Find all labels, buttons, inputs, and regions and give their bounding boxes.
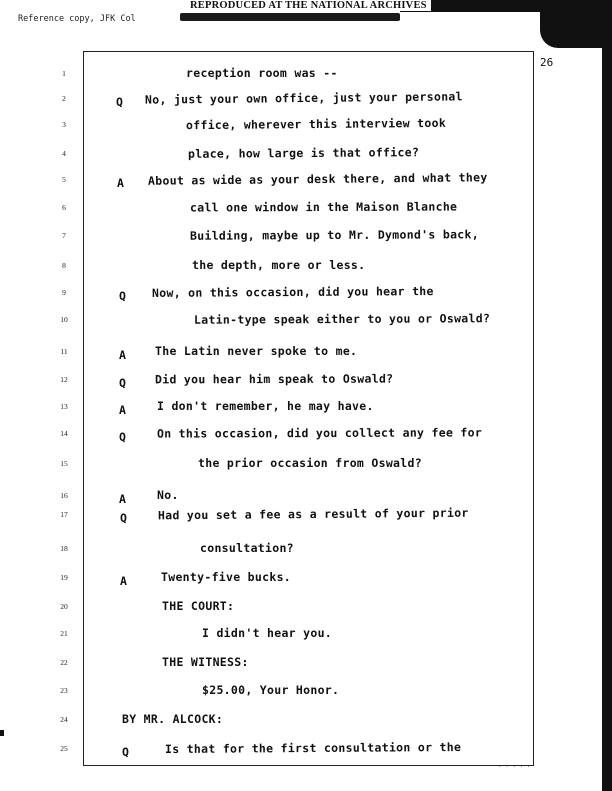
- line-number: 20: [60, 602, 68, 611]
- line-number: 17: [60, 510, 68, 519]
- archive-stamp: REPRODUCED AT THE NATIONAL ARCHIVES: [186, 0, 431, 11]
- line-number: 16: [60, 491, 68, 500]
- transcript-line-text: BY MR. ALCOCK:: [122, 712, 224, 726]
- transcript-line-text: consultation?: [200, 541, 294, 555]
- speaker-label: A: [119, 348, 126, 362]
- speaker-label: Q: [119, 430, 126, 444]
- transcript-line-text: the depth, more or less.: [192, 258, 366, 272]
- line-number: 12: [60, 375, 68, 384]
- transcript-line-text: call one window in the Maison Blanche: [189, 199, 458, 215]
- speaker-label: Q: [120, 511, 127, 525]
- speaker-label: Q: [119, 376, 126, 390]
- speaker-label: Q: [119, 289, 126, 303]
- line-number: 9: [62, 288, 66, 297]
- scan-dark-edge-top: [400, 0, 612, 12]
- transcript-line-text: No.: [157, 488, 179, 502]
- transcript-line-text: I don't remember, he may have.: [157, 399, 374, 413]
- speaker-label: A: [117, 176, 124, 190]
- speaker-label: Q: [122, 745, 129, 759]
- transcript-line-text: place, how large is that office?: [187, 145, 420, 161]
- line-number: 23: [60, 686, 68, 695]
- line-number: 8: [62, 261, 66, 270]
- transcript-line-text: Had you set a fee as a result of your prior: [157, 505, 469, 523]
- transcript-line-text: On this occasion, did you collect any fee for: [156, 425, 483, 441]
- line-number: 13: [60, 402, 68, 411]
- line-number: 7: [62, 231, 66, 240]
- transcript-line-text: reception room was --: [186, 66, 338, 80]
- line-number: 21: [60, 629, 68, 638]
- line-number: 19: [60, 573, 68, 582]
- transcript-line-text: office, wherever this interview took: [185, 115, 447, 133]
- line-number: 6: [62, 203, 66, 212]
- speaker-label: Q: [116, 95, 123, 109]
- line-number: 3: [62, 120, 66, 129]
- page-number: 26: [540, 56, 554, 69]
- transcript-line-text: The Latin never spoke to me.: [155, 344, 358, 358]
- line-number: 25: [60, 744, 68, 753]
- scan-speck: [0, 730, 4, 736]
- line-number: 10: [60, 315, 68, 324]
- transcript-line-text: the prior occasion from Oswald?: [198, 456, 422, 470]
- line-number: 5: [62, 175, 66, 184]
- transcript-line-text: I didn't hear you.: [202, 626, 333, 640]
- line-number: 18: [60, 544, 68, 553]
- speaker-label: A: [119, 492, 126, 506]
- transcript-line-text: Now, on this occasion, did you hear the: [151, 284, 434, 300]
- line-number: 2: [62, 94, 66, 103]
- transcript-line-text: $25.00, Your Honor.: [202, 683, 340, 697]
- line-number: 24: [60, 715, 68, 724]
- transcript-line-text: Is that for the first consultation or the: [164, 739, 462, 757]
- stamp-smudge: [180, 13, 400, 21]
- scan-dark-edge-right: [602, 0, 612, 791]
- transcript-line-text: About as wide as your desk there, and what they: [147, 170, 488, 188]
- reference-copy-note: Reference copy, JFK Col: [18, 14, 136, 24]
- line-number: 11: [60, 347, 68, 356]
- transcript-line-text: THE COURT:: [162, 599, 235, 613]
- speaker-label: A: [120, 574, 127, 588]
- transcript-line-text: THE WITNESS:: [162, 655, 249, 669]
- line-number: 22: [60, 658, 68, 667]
- line-number: 1: [62, 69, 66, 78]
- line-number: 4: [62, 149, 66, 158]
- transcript-line-text: Building, maybe up to Mr. Dymond's back,: [189, 227, 479, 243]
- transcript-line-text: Twenty-five bucks.: [161, 570, 292, 584]
- transcript-line-text: No, just your own office, just your personal: [144, 89, 463, 107]
- transcript-line-text: Did you hear him speak to Oswald?: [154, 371, 394, 387]
- bottom-scan-mark: . . . . .: [498, 762, 531, 769]
- transcript-line-text: Latin-type speak either to you or Oswald?: [193, 311, 491, 327]
- line-number: 14: [60, 429, 68, 438]
- speaker-label: A: [119, 403, 126, 417]
- line-number: 15: [60, 459, 68, 468]
